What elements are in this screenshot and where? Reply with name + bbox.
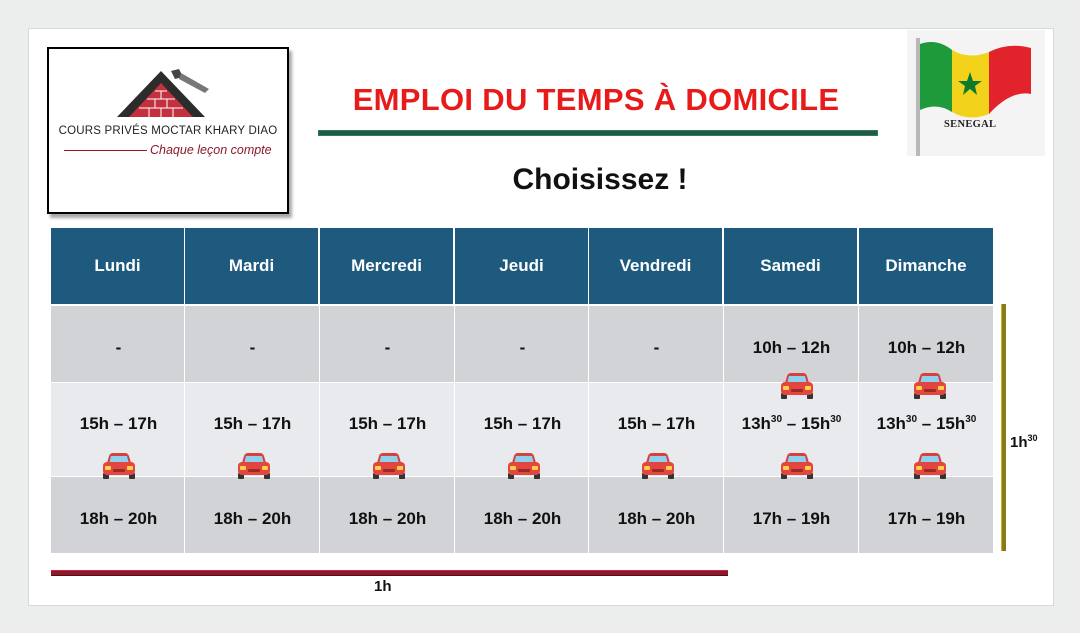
header-mardi: Mardi — [185, 228, 318, 304]
duration-label-horizontal: 1h — [374, 578, 392, 595]
slot2-lundi: 15h – 17h — [79, 414, 158, 433]
slot2-mercredi: 15h – 17h — [348, 414, 427, 433]
slot2-samedi: $13h^{30} - 15h^{30}$ — [741, 414, 842, 433]
brand-name: COURS PRIVÉS MOCTAR KHARY DIAO — [58, 125, 278, 137]
slot1-mercredi: - — [384, 338, 391, 357]
schedule-table — [51, 228, 993, 553]
house-trowel-icon — [113, 65, 223, 121]
duration-bar-vertical — [1001, 304, 1006, 551]
header-jeudi: Jeudi — [455, 228, 588, 304]
slot2-jeudi: 15h – 17h — [483, 414, 562, 433]
duration-label-vertical: $1h^{30}$ — [1010, 433, 1038, 451]
header-lundi: Lundi — [51, 228, 184, 304]
slot3-jeudi: 18h – 20h — [483, 509, 562, 528]
slot1-samedi: 10h – 12h — [752, 338, 831, 357]
car-icon — [101, 452, 137, 480]
slot1-jeudi: - — [519, 338, 526, 357]
car-icon — [779, 372, 815, 400]
page-title: EMPLOI DU TEMPS À DOMICILE — [352, 82, 840, 117]
header-dimanche: Dimanche — [859, 228, 993, 304]
slot3-mardi: 18h – 20h — [213, 509, 292, 528]
header-vendredi: Vendredi — [589, 228, 722, 304]
header-mercredi: Mercredi — [320, 228, 453, 304]
brand-tagline: Chaque leçon compte — [150, 143, 272, 157]
car-icon — [640, 452, 676, 480]
car-icon — [371, 452, 407, 480]
slot2-vendredi: 15h – 17h — [617, 414, 696, 433]
slot3-dimanche: 17h – 19h — [887, 509, 966, 528]
school-logo — [47, 47, 289, 214]
car-icon — [779, 452, 815, 480]
slot3-mercredi: 18h – 20h — [348, 509, 427, 528]
senegal-flag-icon — [907, 30, 1045, 156]
slot2-mardi: 15h – 17h — [213, 414, 292, 433]
table-header — [51, 228, 993, 304]
slot1-dimanche: 10h – 12h — [887, 338, 966, 357]
title-underline — [318, 130, 878, 136]
slot3-samedi: 17h – 19h — [752, 509, 831, 528]
car-icon — [912, 372, 948, 400]
slot1-lundi: - — [115, 338, 122, 357]
slot1-mardi: - — [249, 338, 256, 357]
duration-bar-horizontal — [51, 570, 728, 576]
page-subtitle: Choisissez ! — [512, 163, 688, 196]
slot3-vendredi: 18h – 20h — [617, 509, 696, 528]
car-icon — [236, 452, 272, 480]
slot1-vendredi: - — [653, 338, 660, 357]
slot3-lundi: 18h – 20h — [79, 509, 158, 528]
flag-label: SENEGAL — [944, 119, 997, 130]
slot2-dimanche: $13h^{30} - 15h^{30}$ — [876, 414, 977, 433]
header-samedi: Samedi — [724, 228, 857, 304]
brand-divider — [64, 150, 147, 151]
car-icon — [506, 452, 542, 480]
car-icon — [912, 452, 948, 480]
